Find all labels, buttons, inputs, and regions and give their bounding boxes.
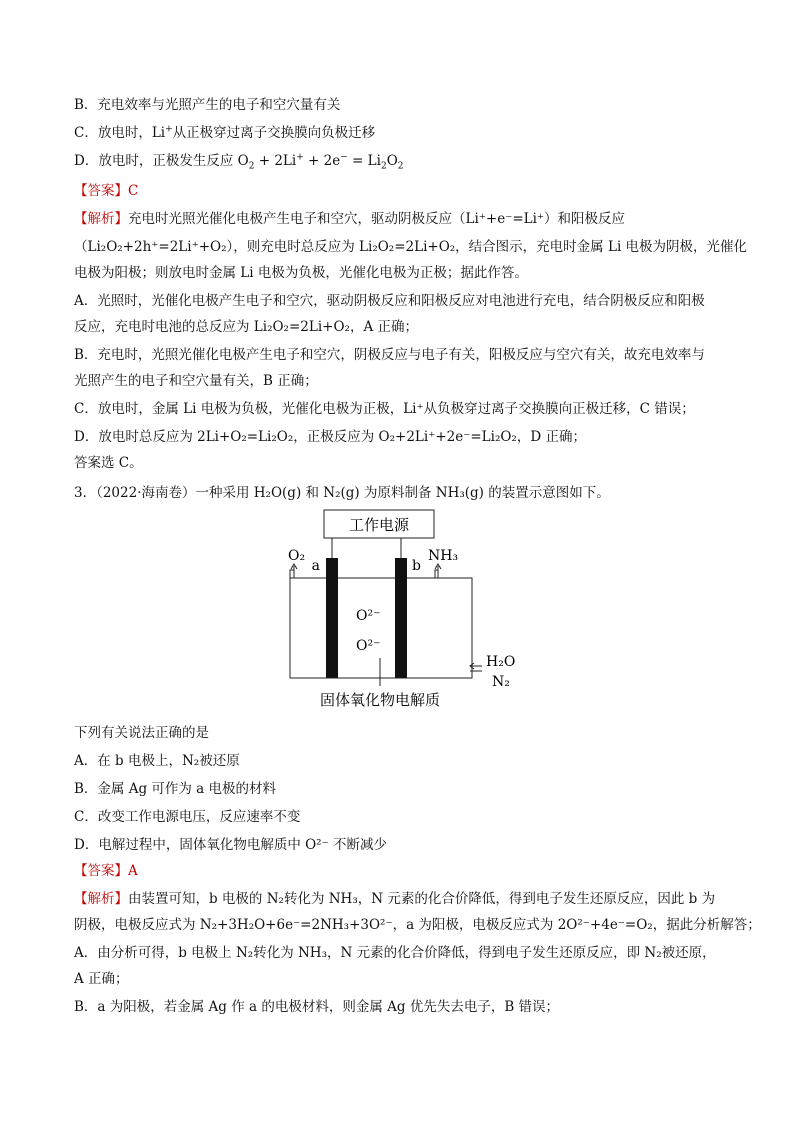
question-3: 3．（2022·海南卷）一种采用 H₂O(g) 和 N₂(g) 为原料制备 NH₃(g) 的装置示意图如下。	[74, 485, 610, 501]
option-c: C．放电时，Li+从正极穿过离子交换膜向负极迁移	[74, 124, 376, 141]
analysis-d: D．放电时总反应为 2Li+O₂=Li₂O₂，正极反应为 O₂+2Li⁺+2e⁻=Li₂O₂，D 正确；	[74, 429, 586, 445]
electrolyte-label: 固体氧化物电解质	[319, 691, 441, 709]
q3-option-c: C．改变工作电源电压，反应速率不变	[74, 809, 301, 825]
label-nh3: NH₃	[428, 548, 459, 564]
q3-option-b: B．金属 Ag 可作为 a 电极的材料	[74, 781, 277, 797]
final-answer: 答案选 C。	[74, 455, 143, 471]
ion-2: O²⁻	[356, 638, 381, 654]
q3-analysis-a-1: A．由分析可得，b 电极上 N₂转化为 NH₃，N 元素的化合价降低，得到电子发生还原反应，即 N₂被还原，	[74, 945, 716, 961]
analysis-c: C．放电时，金属 Li 电极为负极，光催化电极为正极，Li⁺从负极穿过离子交换膜向正极迁移，C 错误；	[74, 401, 695, 417]
q3-stem: 下列有关说法正确的是	[74, 725, 209, 741]
analysis-a-2: 反应，充电时电池的总反应为 Li₂O₂=2Li+O₂，A 正确；	[74, 319, 418, 335]
q3-option-a: A．在 b 电极上，N₂被还原	[74, 753, 240, 769]
analysis-a-1: A．光照时，光催化电极产生电子和空穴，驱动阴极反应和阳极反应对电池进行充电，结合阴极反应和阳极	[74, 293, 705, 309]
q3-option-d: D．电解过程中，固体氧化物电解质中 O²⁻ 不断减少	[74, 837, 388, 853]
q3-analysis-1: 【解析】由装置可知，b 电极的 N₂转化为 NH₃，N 元素的化合价降低，得到电子发生还原反应，因此 b 为	[74, 891, 716, 907]
label-h2o: H₂O	[486, 654, 516, 670]
option-d: D．放电时，正极发生反应 $O_2 + 2Li^+ + 2e^- = Li_2O_2$	[74, 152, 404, 172]
label-n2: N₂	[492, 674, 510, 690]
answer-line: 【答案】C	[74, 183, 139, 199]
label-b: b	[412, 558, 421, 574]
label-o2: O₂	[288, 548, 306, 564]
analysis-b-2: 光照产生的电子和空穴量有关，B 正确；	[74, 373, 318, 389]
q3-analysis-a-2: A 正确；	[74, 971, 129, 987]
q3-analysis-b: B．a 为阳极，若金属 Ag 作 a 的电极材料，则金属 Ag 优先失去电子，B 错误；	[74, 999, 560, 1015]
electrode-b	[395, 558, 407, 678]
label-a: a	[311, 558, 320, 574]
analysis-line-1: 【解析】充电时光照光催化电极产生电子和空穴，驱动阴极反应（Li⁺+e⁻=Li⁺）和阳极反应	[74, 211, 626, 227]
analysis-b-1: B．充电时，光照光催化电极产生电子和空穴，阴极反应与电子有关，阳极反应与空穴有关，故充电效率与	[74, 347, 705, 363]
option-b: B．充电效率与光照产生的电子和空穴量有关	[74, 97, 341, 113]
container	[290, 578, 326, 678]
analysis-line-3: 电极为阳极；则放电时金属 Li 电极为负极，光催化电极为正极；据此作答。	[74, 265, 528, 281]
q3-answer: 【答案】A	[74, 863, 138, 879]
electrode-a	[326, 558, 338, 678]
analysis-line-2: （Li₂O₂+2h⁺=2Li⁺+O₂），则充电时总反应为 Li₂O₂=2Li+O₂，结合图示，充电时金属 Li 电极为阴极，光催化	[74, 239, 748, 255]
q3-analysis-2: 阴极，电极反应式为 N₂+3H₂O+6e⁻=2NH₃+3O²⁻，a 为阳极，电极反应式为 2O²⁻+4e⁻=O₂，据此分析解答；	[74, 917, 761, 933]
o2-outlet-arrow	[290, 570, 294, 578]
ion-1: O²⁻	[356, 608, 381, 624]
power-source-label: 工作电源	[348, 516, 410, 534]
electrolysis-diagram	[260, 508, 530, 713]
